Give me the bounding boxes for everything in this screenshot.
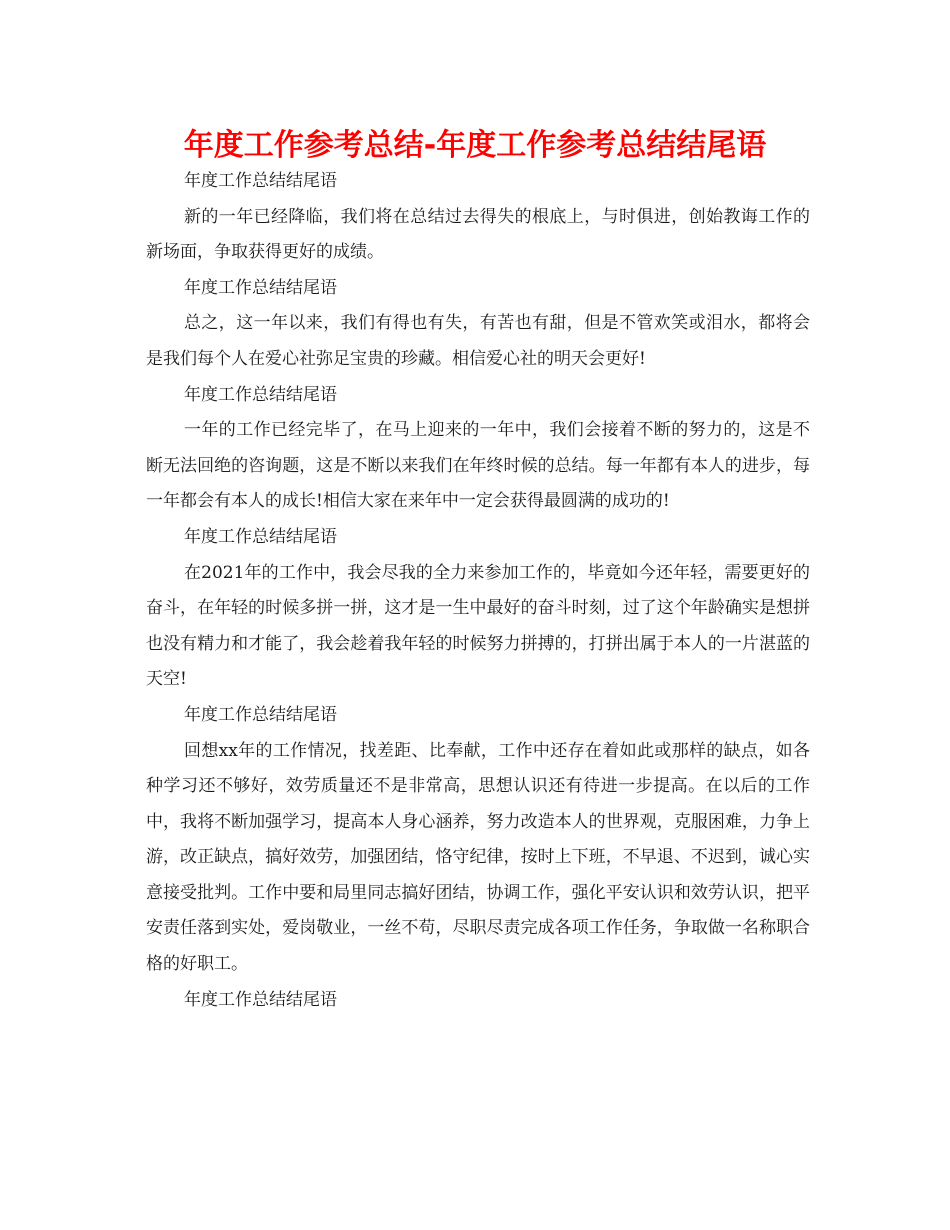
section-heading: 年度工作总结结尾语 bbox=[184, 704, 337, 725]
section-heading: 年度工作总结结尾语 bbox=[184, 989, 337, 1010]
paragraph: 在2021年的工作中，我会尽我的全力来参加工作的，毕竟如今还年轻，需要更好的奋斗，在年轻的时候多拼一拼，这才是一生中最好的奋斗时刻，过了这个年龄确实是想拼也没有精力和才能了，我会趁着我年轻的时候努力拼搏的，打拼出属于本人的一片湛蓝的天空! bbox=[146, 562, 810, 690]
section-heading: 年度工作总结结尾语 bbox=[184, 171, 337, 191]
section-heading: 年度工作总结结尾语 bbox=[184, 277, 337, 298]
paragraph: 总之，这一年以来，我们有得也有失，有苦也有甜，但是不管欢笑或泪水，都将会是我们每个人在爱心社弥足宝贵的珍藏。相信爱心社的明天会更好! bbox=[146, 313, 810, 369]
document-title: 年度工作参考总结-年度工作参考总结结尾语 bbox=[183, 128, 767, 163]
paragraph: 回想xx年的工作情况，找差距、比奉献，工作中还存在着如此或那样的缺点，如各种学习还不够好，效劳质量还不是非常高，思想认识还有待进一步提高。在以后的工作中，我将不断加强学习，提高本人身心涵养，努力改造本人的世界观，克服困难，力争上游，改正缺点，搞好效劳，加强团结，恪守纪律，按时上下班，不早退、不迟到，诚心实意接受批判。工作中要和局里同志搞好团结，协调工作，强化平安认识和效劳认识，把平安责任落到实处，爱岗敬业，一丝不苟，尽职尽责完成各项工作任务，争取做一名称职合格的好职工。 bbox=[146, 740, 810, 975]
paragraph: 一年的工作已经完毕了，在马上迎来的一年中，我们会接着不断的努力的，这是不断无法回绝的咨询题，这是不断以来我们在年终时候的总结。每一年都有本人的进步，每一年都会有本人的成长!相信大家在来年中一定会获得最圆满的成功的! bbox=[146, 420, 810, 512]
paragraph: 新的一年已经降临，我们将在总结过去得失的根底上，与时俱进，创始教诲工作的新场面，争取获得更好的成绩。 bbox=[146, 206, 810, 263]
section-heading: 年度工作总结结尾语 bbox=[184, 384, 337, 405]
document-body bbox=[146, 164, 810, 1018]
section-heading: 年度工作总结结尾语 bbox=[184, 526, 337, 547]
